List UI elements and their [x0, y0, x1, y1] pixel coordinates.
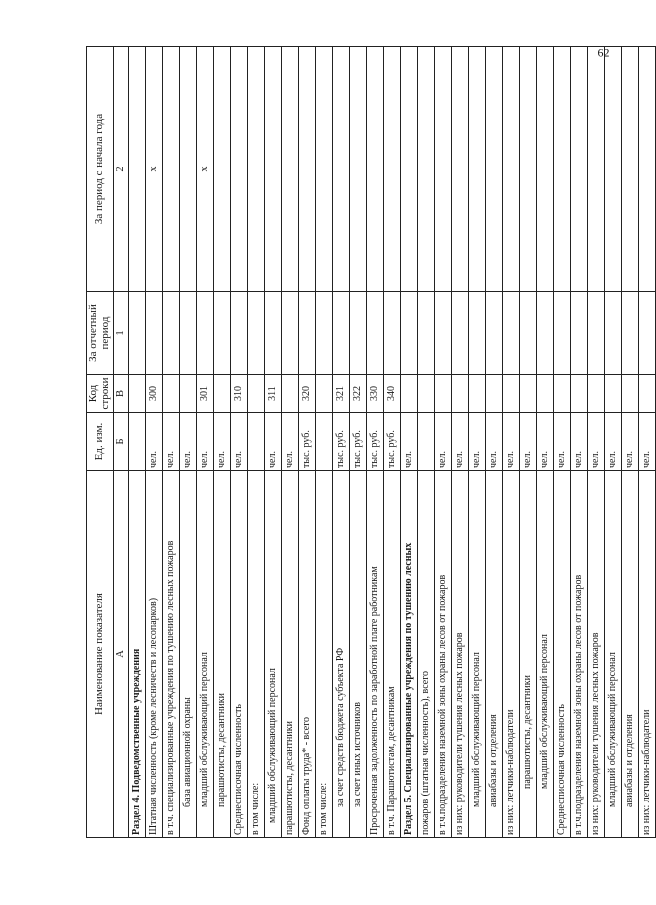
- row-unit-cell: чел.: [639, 413, 656, 471]
- row-code-cell: [605, 375, 622, 413]
- table-row: [180, 47, 197, 838]
- row-period-cell: [146, 292, 163, 375]
- table-row: [197, 47, 214, 838]
- row-code-cell: [248, 375, 265, 413]
- row-code-cell: [520, 375, 537, 413]
- row-period-cell: [452, 292, 469, 375]
- row-ytd-cell: [605, 47, 622, 292]
- row-ytd-cell: [316, 47, 333, 292]
- row-ytd-cell: х: [197, 47, 214, 292]
- row-ytd-cell: [265, 47, 282, 292]
- row-unit-cell: тыс. руб.: [384, 413, 401, 471]
- letter-code: В: [114, 375, 129, 413]
- row-unit-cell: тыс. руб.: [299, 413, 316, 471]
- row-code-cell: [316, 375, 333, 413]
- table-row: [163, 47, 180, 838]
- row-ytd-cell: [418, 47, 435, 292]
- table-row: [384, 47, 401, 838]
- row-ytd-cell: [384, 47, 401, 292]
- row-period-cell: [197, 292, 214, 375]
- row-name-cell: из них: руководители тушения лесных пожаров: [588, 471, 605, 838]
- row-ytd-cell: [469, 47, 486, 292]
- report-form-table: [86, 46, 656, 838]
- row-period-cell: [435, 292, 452, 375]
- row-name-cell: Раздел 5. Специализированные учреждения по тушению лесных: [401, 471, 418, 838]
- row-unit-cell: чел.: [588, 413, 605, 471]
- row-ytd-cell: [231, 47, 248, 292]
- row-unit-cell: чел.: [452, 413, 469, 471]
- row-unit-cell: тыс. руб.: [350, 413, 367, 471]
- row-period-cell: [520, 292, 537, 375]
- row-ytd-cell: [248, 47, 265, 292]
- row-unit-cell: [316, 413, 333, 471]
- table-row: [265, 47, 282, 838]
- row-ytd-cell: [639, 47, 656, 292]
- row-name-cell: в том числе:: [248, 471, 265, 838]
- row-code-cell: [418, 375, 435, 413]
- row-name-cell: авиабазы и отделения: [622, 471, 639, 838]
- row-code-cell: [588, 375, 605, 413]
- row-name-cell: младший обслуживающий персонал: [469, 471, 486, 838]
- row-code-cell: [486, 375, 503, 413]
- row-period-cell: [418, 292, 435, 375]
- row-ytd-cell: [214, 47, 231, 292]
- row-unit-cell: чел.: [486, 413, 503, 471]
- row-period-cell: [503, 292, 520, 375]
- row-ytd-cell: [520, 47, 537, 292]
- row-code-cell: [180, 375, 197, 413]
- row-code-cell: [469, 375, 486, 413]
- table-row: [452, 47, 469, 838]
- row-unit-cell: [248, 413, 265, 471]
- row-period-cell: [129, 292, 146, 375]
- row-code-cell: [401, 375, 418, 413]
- row-code-cell: 310: [231, 375, 248, 413]
- row-name-cell: в т.ч.подразделения наземной зоны охраны лесов от пожаров: [571, 471, 588, 838]
- row-period-cell: [316, 292, 333, 375]
- row-unit-cell: чел.: [571, 413, 588, 471]
- row-ytd-cell: [503, 47, 520, 292]
- row-name-cell: в т.ч. Парашютистам, десантникам: [384, 471, 401, 838]
- table-row: [214, 47, 231, 838]
- row-code-cell: [435, 375, 452, 413]
- row-unit-cell: чел.: [554, 413, 571, 471]
- row-period-cell: [571, 292, 588, 375]
- row-code-cell: 320: [299, 375, 316, 413]
- row-unit-cell: чел.: [520, 413, 537, 471]
- row-name-cell: в т.ч. специализированные учреждения по тушению лесных пожаров: [163, 471, 180, 838]
- row-name-cell: младший обслуживающий персонал: [537, 471, 554, 838]
- column-letters-row: [114, 47, 129, 838]
- row-period-cell: [333, 292, 350, 375]
- row-name-cell: из них: руководители тушения лесных пожаров: [452, 471, 469, 838]
- row-code-cell: [639, 375, 656, 413]
- table-row: [571, 47, 588, 838]
- table-row: [605, 47, 622, 838]
- row-ytd-cell: [452, 47, 469, 292]
- row-code-cell: [214, 375, 231, 413]
- letter-name: А: [114, 471, 129, 838]
- row-unit-cell: чел.: [197, 413, 214, 471]
- row-unit-cell: [129, 413, 146, 471]
- row-ytd-cell: х: [146, 47, 163, 292]
- row-name-cell: парашютисты, десантники: [282, 471, 299, 838]
- table-row: [435, 47, 452, 838]
- row-name-cell: в том числе:: [316, 471, 333, 838]
- row-code-cell: [622, 375, 639, 413]
- row-code-cell: [571, 375, 588, 413]
- row-unit-cell: чел.: [435, 413, 452, 471]
- row-ytd-cell: [537, 47, 554, 292]
- row-name-cell: Просроченная задолженность по заработной плате работникам: [367, 471, 384, 838]
- row-period-cell: [299, 292, 316, 375]
- row-ytd-cell: [554, 47, 571, 292]
- row-unit-cell: [418, 413, 435, 471]
- row-period-cell: [282, 292, 299, 375]
- table-row: [418, 47, 435, 838]
- row-name-cell: в т.ч.подразделения наземной зоны охраны лесов от пожаров: [435, 471, 452, 838]
- table-row: [316, 47, 333, 838]
- row-name-cell: парашютисты, десантники: [520, 471, 537, 838]
- row-period-cell: [605, 292, 622, 375]
- row-unit-cell: чел.: [605, 413, 622, 471]
- table-row: [486, 47, 503, 838]
- row-period-cell: [622, 292, 639, 375]
- row-ytd-cell: [163, 47, 180, 292]
- row-name-cell: младший обслуживающий персонал: [265, 471, 282, 838]
- row-code-cell: 301: [197, 375, 214, 413]
- row-unit-cell: чел.: [503, 413, 520, 471]
- table-row: [469, 47, 486, 838]
- header-unit: Ед. изм.: [87, 413, 114, 471]
- row-ytd-cell: [571, 47, 588, 292]
- row-name-cell: Среднесписочная численность: [231, 471, 248, 838]
- row-unit-cell: чел.: [537, 413, 554, 471]
- row-code-cell: 330: [367, 375, 384, 413]
- row-code-cell: [554, 375, 571, 413]
- row-name-cell: за счет средств бюджета субъекта РФ: [333, 471, 350, 838]
- row-ytd-cell: [350, 47, 367, 292]
- row-ytd-cell: [282, 47, 299, 292]
- row-period-cell: [469, 292, 486, 375]
- row-ytd-cell: [299, 47, 316, 292]
- row-ytd-cell: [486, 47, 503, 292]
- table-row: [401, 47, 418, 838]
- row-name-cell: Раздел 4. Подведомственные учреждения: [129, 471, 146, 838]
- row-ytd-cell: [401, 47, 418, 292]
- table-row: [622, 47, 639, 838]
- row-unit-cell: тыс. руб.: [333, 413, 350, 471]
- row-name-cell: база авиационной охраны: [180, 471, 197, 838]
- row-unit-cell: чел.: [622, 413, 639, 471]
- row-name-cell: младший обслуживающий персонал: [197, 471, 214, 838]
- letter-ytd: 2: [114, 47, 129, 292]
- row-unit-cell: чел.: [180, 413, 197, 471]
- row-period-cell: [537, 292, 554, 375]
- header-ytd: За период с начала года: [87, 47, 114, 292]
- row-code-cell: [537, 375, 554, 413]
- row-period-cell: [401, 292, 418, 375]
- row-code-cell: [452, 375, 469, 413]
- table-row: [282, 47, 299, 838]
- table-row: [520, 47, 537, 838]
- header-period: За отчетный период: [87, 292, 114, 375]
- row-period-cell: [265, 292, 282, 375]
- row-unit-cell: чел.: [231, 413, 248, 471]
- row-name-cell: за счет иных источников: [350, 471, 367, 838]
- row-name-cell: пожаров (штатная численность), всего: [418, 471, 435, 838]
- row-name-cell: Штатная численность (кроме лесничеств и лесопарков): [146, 471, 163, 838]
- header-code: Код строки: [87, 375, 114, 413]
- letter-unit: Б: [114, 413, 129, 471]
- table-row: [248, 47, 265, 838]
- row-ytd-cell: [588, 47, 605, 292]
- table-row: [350, 47, 367, 838]
- row-period-cell: [180, 292, 197, 375]
- row-code-cell: [503, 375, 520, 413]
- table-row: [503, 47, 520, 838]
- row-ytd-cell: [333, 47, 350, 292]
- row-period-cell: [384, 292, 401, 375]
- row-unit-cell: чел.: [282, 413, 299, 471]
- table-row: [299, 47, 316, 838]
- table-row: [367, 47, 384, 838]
- row-name-cell: из них: летчики-наблюдатели: [639, 471, 656, 838]
- row-code-cell: 300: [146, 375, 163, 413]
- page-number: 62: [597, 45, 610, 60]
- row-code-cell: [282, 375, 299, 413]
- row-code-cell: 311: [265, 375, 282, 413]
- row-unit-cell: чел.: [163, 413, 180, 471]
- table-row: [588, 47, 605, 838]
- table-row: [231, 47, 248, 838]
- row-ytd-cell: [622, 47, 639, 292]
- row-ytd-cell: [435, 47, 452, 292]
- table-row: [146, 47, 163, 838]
- row-unit-cell: чел.: [469, 413, 486, 471]
- table-row: [639, 47, 656, 838]
- row-code-cell: 340: [384, 375, 401, 413]
- row-name-cell: из них: летчики-наблюдатели: [503, 471, 520, 838]
- row-period-cell: [163, 292, 180, 375]
- letter-period: 1: [114, 292, 129, 375]
- table-body: [129, 47, 656, 838]
- row-unit-cell: чел.: [401, 413, 418, 471]
- table-row: [333, 47, 350, 838]
- row-ytd-cell: [180, 47, 197, 292]
- row-code-cell: 321: [333, 375, 350, 413]
- row-name-cell: авиабазы и отделения: [486, 471, 503, 838]
- row-period-cell: [231, 292, 248, 375]
- row-code-cell: [163, 375, 180, 413]
- row-code-cell: [129, 375, 146, 413]
- row-period-cell: [367, 292, 384, 375]
- table-row: [537, 47, 554, 838]
- row-name-cell: парашютисты, десантники: [214, 471, 231, 838]
- row-ytd-cell: [129, 47, 146, 292]
- row-period-cell: [214, 292, 231, 375]
- row-name-cell: младший обслуживающий персонал: [605, 471, 622, 838]
- row-unit-cell: чел.: [265, 413, 282, 471]
- table-row: [554, 47, 571, 838]
- table-row: [129, 47, 146, 838]
- row-name-cell: Среднесписочная численность: [554, 471, 571, 838]
- header-row: [87, 47, 114, 838]
- row-period-cell: [248, 292, 265, 375]
- header-name: Наименование показателя: [87, 471, 114, 838]
- row-period-cell: [554, 292, 571, 375]
- row-period-cell: [350, 292, 367, 375]
- row-period-cell: [588, 292, 605, 375]
- row-name-cell: Фонд оплаты труда* - всего: [299, 471, 316, 838]
- row-unit-cell: чел.: [214, 413, 231, 471]
- row-code-cell: 322: [350, 375, 367, 413]
- row-ytd-cell: [367, 47, 384, 292]
- row-period-cell: [639, 292, 656, 375]
- row-unit-cell: чел.: [146, 413, 163, 471]
- row-unit-cell: тыс. руб.: [367, 413, 384, 471]
- row-period-cell: [486, 292, 503, 375]
